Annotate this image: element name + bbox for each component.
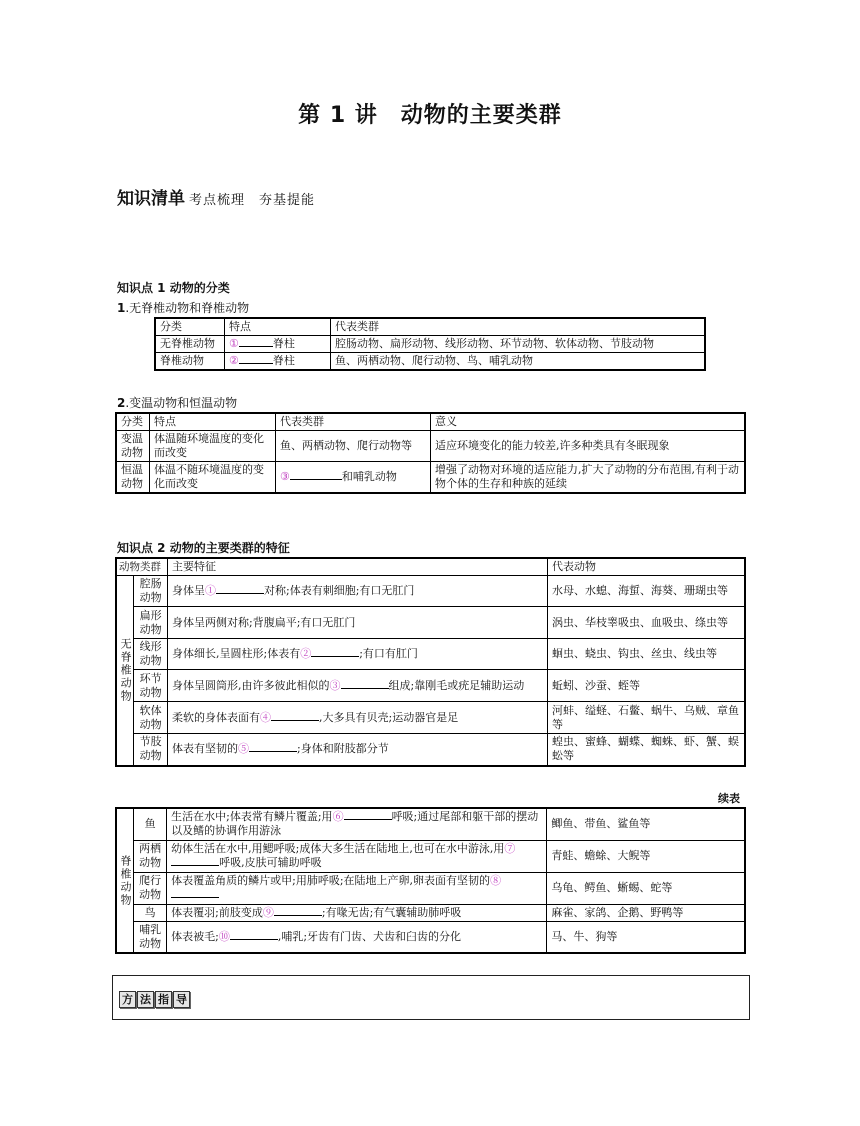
blank-mark: ⑥ [333, 810, 392, 823]
cell-representative: 乌龟、鳄鱼、蜥蜴、蛇等 [547, 872, 745, 904]
th-class: 分类 [155, 318, 225, 336]
table-header-row [116, 413, 745, 431]
cell-meaning: 适应环境变化的能力较差,许多种类具有冬眠现象 [431, 431, 746, 462]
table-vertebrate-classes [154, 317, 706, 371]
blank-mark: ⑦ [171, 842, 515, 869]
table-row [116, 904, 745, 921]
cell-representative: 腔肠动物、扁形动物、线形动物、环节动物、软体动物、节肢动物 [331, 336, 706, 353]
section-sub: 考点梳理 夯基提能 [189, 193, 316, 208]
table-invertebrate-features [115, 557, 746, 767]
cell-feature: 体温随环境温度的变化而改变 [150, 431, 276, 462]
cell-representative: 涡虫、华枝睾吸虫、血吸虫、绦虫等 [548, 607, 746, 639]
cell-feature: 柔软的身体表面有④ ,大多具有贝壳;运动器官是足 [168, 702, 548, 734]
blank-mark: ③ [280, 470, 342, 483]
blank-mark: ⑨ [263, 906, 322, 919]
table-row [116, 576, 745, 607]
cell-representative: ③ 和哺乳动物 [276, 462, 431, 494]
method-char: 指 [155, 991, 172, 1008]
kp2-title: 知识点 2 动物的主要类群的特征 [117, 541, 290, 555]
th-representative: 代表类群 [331, 318, 706, 336]
cell-animal-name: 线形动物 [134, 639, 168, 670]
section-heading [117, 184, 315, 209]
continued-label: 续表 [718, 792, 740, 805]
group-label: 无脊椎动物 [116, 576, 134, 766]
table-row [116, 670, 745, 702]
table-row [116, 431, 745, 462]
group-label: 脊椎动物 [116, 808, 134, 953]
blank-mark: ④ [260, 711, 319, 724]
table-temperature-classes [115, 412, 746, 494]
table-header-row [116, 558, 745, 576]
kp1-sub1-title [117, 299, 249, 316]
blank-mark: ② [300, 647, 359, 660]
cell-feature: 体表有坚韧的⑤ ;身体和附肢都分节 [168, 734, 548, 766]
cell-representative: 青蛙、蟾蜍、大鲵等 [547, 840, 745, 872]
cell-feature: 体表覆羽;前肢变成⑨ ;有喙无齿;有气囊辅助肺呼吸 [167, 904, 547, 921]
cell-representative: 麻雀、家鸽、企鹅、野鸭等 [547, 904, 745, 921]
blank-mark: ⑩ [219, 930, 278, 943]
th-representative: 代表类群 [276, 413, 431, 431]
blank-mark: ① [205, 584, 264, 597]
cell-feature: 体温不随环境温度的变化而改变 [150, 462, 276, 494]
cell-animal-name: 节肢动物 [134, 734, 168, 766]
method-char: 导 [173, 991, 190, 1008]
th-feature: 主要特征 [168, 558, 548, 576]
cell-representative: 蛔虫、蛲虫、钩虫、丝虫、线虫等 [548, 639, 746, 670]
th-class: 分类 [116, 413, 150, 431]
table-row [116, 702, 745, 734]
method-guide-badge [119, 988, 191, 1008]
table-header-row [155, 318, 705, 336]
cell-feature: ② 脊柱 [225, 353, 331, 371]
cell-feature: 身体呈两侧对称;背腹扁平;有口无肛门 [168, 607, 548, 639]
cell-representative: 马、牛、狗等 [547, 921, 745, 953]
cell-animal-name: 哺乳动物 [134, 921, 167, 953]
cell-feature: 身体呈圆筒形,由许多彼此相似的③ 组成;靠刚毛或疣足辅助运动 [168, 670, 548, 702]
cell-feature: 体表覆盖角质的鳞片或甲;用肺呼吸;在陆地上产卵,卵表面有坚韧的⑧ [167, 872, 547, 904]
page-title: 第 1 讲 动物的主要类群 [298, 103, 562, 128]
invertebrate-rows [116, 576, 745, 766]
cell-feature: 体表被毛;⑩ ,哺乳;牙齿有门齿、犬齿和臼齿的分化 [167, 921, 547, 953]
method-char: 方 [119, 991, 136, 1008]
table-row [155, 336, 705, 353]
table-row [116, 462, 745, 494]
cell-feature: 身体呈① 对称;体表有刺细胞;有口无肛门 [168, 576, 548, 607]
blank-mark: ① [229, 337, 273, 350]
table-row [116, 734, 745, 766]
cell-animal-name: 腔肠动物 [134, 576, 168, 607]
kp1-sub1-num: 1 [117, 301, 126, 315]
th-meaning: 意义 [431, 413, 746, 431]
cell-animal-name: 两栖动物 [134, 840, 167, 872]
cell-animal-name: 爬行动物 [134, 872, 167, 904]
cell-representative: 鱼、两栖动物、爬行动物、鸟、哺乳动物 [331, 353, 706, 371]
th-feature: 特点 [225, 318, 331, 336]
table-row [116, 921, 745, 953]
cell-class: 变温动物 [116, 431, 150, 462]
cell-class: 脊椎动物 [155, 353, 225, 371]
cell-feature: 幼体生活在水中,用鳃呼吸;成体大多生活在陆地上,也可在水中游泳,用⑦呼吸,皮肤可辅助呼吸 [167, 840, 547, 872]
table-row [116, 808, 745, 840]
kp1-sub2-title [117, 394, 237, 411]
cell-representative: 水母、水螅、海蜇、海葵、珊瑚虫等 [548, 576, 746, 607]
table-row [116, 872, 745, 904]
th-group: 动物类群 [116, 558, 168, 576]
cell-representative: 鲫鱼、带鱼、鲨鱼等 [547, 808, 745, 840]
table-vertebrate-features [115, 807, 746, 954]
section-main: 知识清单 [117, 189, 185, 209]
cell-meaning: 增强了动物对环境的适应能力,扩大了动物的分布范围,有利于动物个体的生存和种族的延续 [431, 462, 746, 494]
kp1-sub2-num: 2 [117, 396, 126, 410]
kp1-sub2-text: .变温动物和恒温动物 [125, 396, 238, 410]
table-row [116, 607, 745, 639]
method-char: 法 [137, 991, 154, 1008]
method-guide-box [112, 975, 750, 1020]
cell-class: 无脊椎动物 [155, 336, 225, 353]
blank-mark: ② [229, 354, 273, 367]
th-feature: 特点 [150, 413, 276, 431]
table-row [155, 353, 705, 371]
cell-feature: 生活在水中;体表常有鳞片覆盖;用⑥ 呼吸;通过尾部和躯干部的摆动以及鳍的协调作用游泳 [167, 808, 547, 840]
th-representative: 代表动物 [548, 558, 746, 576]
cell-animal-name: 鸟 [134, 904, 167, 921]
blank-mark: ⑧ [171, 874, 501, 901]
cell-animal-name: 鱼 [134, 808, 167, 840]
table-row [116, 840, 745, 872]
blank-mark: ③ [330, 679, 389, 692]
cell-class: 恒温动物 [116, 462, 150, 494]
table-row [116, 639, 745, 670]
cell-animal-name: 软体动物 [134, 702, 168, 734]
cell-feature: ① 脊柱 [225, 336, 331, 353]
cell-representative: 蚯蚓、沙蚕、蛭等 [548, 670, 746, 702]
cell-representative: 河蚌、缢蛏、石鳖、蜗牛、乌贼、章鱼等 [548, 702, 746, 734]
kp1-sub1-text: .无脊椎动物和脊椎动物 [125, 301, 250, 315]
cell-representative: 鱼、两栖动物、爬行动物等 [276, 431, 431, 462]
vertebrate-rows [116, 808, 745, 953]
kp1-title: 知识点 1 动物的分类 [117, 281, 230, 295]
cell-animal-name: 环节动物 [134, 670, 168, 702]
cell-animal-name: 扁形动物 [134, 607, 168, 639]
cell-representative: 蝗虫、蜜蜂、蝴蝶、蜘蛛、虾、蟹、蜈蚣等 [548, 734, 746, 766]
cell-feature: 身体细长,呈圆柱形;体表有② ;有口有肛门 [168, 639, 548, 670]
blank-mark: ⑤ [238, 742, 297, 755]
